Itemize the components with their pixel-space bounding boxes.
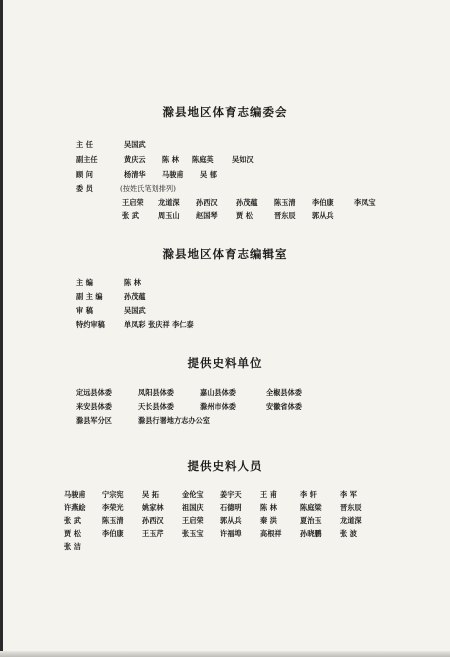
person-name: 姚家林 [142, 503, 164, 512]
member-note: (按姓氏笔划排列) [120, 184, 176, 193]
people-row [64, 542, 394, 552]
unit-name: 定远县体委 [76, 388, 112, 397]
vice-director-label: 副主任 [76, 155, 98, 164]
people-row [64, 503, 394, 513]
unit-name: 来安县体委 [76, 402, 112, 411]
editorial-role-label: 副 主 编 [76, 292, 103, 301]
people-row [64, 529, 394, 539]
member-name: 孙西汉 [196, 198, 218, 207]
vice-director-name: 陈庭英 [192, 155, 214, 164]
person-name: 李伯康 [102, 529, 124, 538]
person-name: 祖国庆 [182, 503, 204, 512]
advisor-name: 杨清华 [124, 170, 146, 179]
person-name: 张 武 [64, 516, 81, 525]
vice-director-row [76, 155, 376, 165]
editorial-title: 滁县地区体育志编辑室 [162, 247, 288, 261]
member-name: 龙道深 [158, 198, 180, 207]
member-label: 委 员 [76, 184, 93, 193]
person-name: 姜宇天 [220, 490, 242, 499]
member-name: 陈玉清 [274, 198, 296, 207]
person-name: 陈玉清 [102, 516, 124, 525]
unit-name: 嘉山县体委 [200, 388, 236, 397]
person-name: 王启荣 [182, 516, 204, 525]
person-name: 许福埠 [220, 529, 242, 538]
advisor-label: 顾 问 [76, 170, 93, 179]
editorial-row [76, 292, 376, 302]
editorial-row [76, 320, 376, 330]
member-names-row-2 [122, 211, 412, 221]
director-label: 主 任 [76, 140, 93, 149]
unit-name: 全椒县体委 [266, 388, 302, 397]
advisor-row [76, 170, 376, 180]
unit-name: 滁县军分区 [76, 416, 112, 425]
unit-name: 安徽省体委 [266, 402, 302, 411]
unit-name: 天长县体委 [138, 402, 174, 411]
unit-name: 滁县行署地方志办公室 [138, 416, 210, 425]
unit-name: 滁州市体委 [200, 402, 236, 411]
member-name: 李凤宝 [354, 198, 376, 207]
member-name: 赵国琴 [196, 211, 218, 220]
person-name: 晋东辰 [340, 503, 362, 512]
vice-director-name: 黄庆云 [124, 155, 146, 164]
editorial-person: 孙茂蕴 [124, 292, 146, 301]
member-name: 周玉山 [158, 211, 180, 220]
person-name: 孙晓鹏 [300, 529, 322, 538]
people-row [64, 490, 394, 500]
person-name: 宁宗宪 [102, 490, 124, 499]
member-name: 贾 松 [236, 211, 253, 220]
vice-director-name: 吴如汉 [232, 155, 254, 164]
person-name: 金伦宝 [182, 490, 204, 499]
director-name: 吴国武 [124, 140, 146, 149]
person-name: 夏治玉 [300, 516, 322, 525]
member-name: 孙茂蕴 [236, 198, 258, 207]
editorial-row [76, 306, 376, 316]
person-name: 陈庭梁 [300, 503, 322, 512]
units-row [76, 402, 376, 412]
editorial-role-label: 主 编 [76, 278, 93, 287]
member-name: 郭从兵 [312, 211, 334, 220]
advisor-name: 马骏甫 [162, 170, 184, 179]
editorial-person: 吴国武 [124, 306, 146, 315]
person-name: 秦 洪 [260, 516, 277, 525]
person-name: 陈 林 [260, 503, 277, 512]
member-name: 王启荣 [122, 198, 144, 207]
person-name: 李 军 [340, 490, 357, 499]
director-row [76, 140, 376, 150]
person-name: 高根祥 [260, 529, 282, 538]
people-row [64, 516, 394, 526]
member-row [76, 184, 376, 194]
person-name: 孙西汉 [142, 516, 164, 525]
units-row [76, 388, 376, 398]
person-name: 许燕絵 [64, 503, 86, 512]
person-name: 贾 松 [64, 529, 81, 538]
member-name: 李伯康 [312, 198, 334, 207]
person-name: 李 轩 [300, 490, 317, 499]
member-names-row-1 [122, 198, 412, 208]
people-title: 提供史料人员 [187, 459, 263, 473]
person-name: 张 洁 [64, 542, 81, 551]
person-name: 张玉宝 [182, 529, 204, 538]
person-name: 王 甫 [260, 490, 277, 499]
person-name: 吴 拓 [142, 490, 159, 499]
editorial-role-label: 审 稿 [76, 306, 93, 315]
scan-edge-left [0, 0, 3, 657]
scan-edge-bottom [0, 651, 450, 657]
person-name: 李荣光 [102, 503, 124, 512]
units-row [76, 416, 376, 426]
editorial-role-label: 特约审稿 [76, 320, 105, 329]
vice-director-name: 陈 林 [162, 155, 179, 164]
editorial-person: 单凤彩 张庆祥 李仁泰 [124, 320, 194, 329]
person-name: 王玉芹 [142, 529, 164, 538]
advisor-name: 吴 郁 [200, 170, 217, 179]
person-name: 张 波 [340, 529, 357, 538]
committee-title: 滁县地区体育志编委会 [162, 105, 288, 119]
member-name: 晋东辰 [274, 211, 296, 220]
units-title: 提供史料单位 [187, 356, 263, 370]
person-name: 龙道深 [340, 516, 362, 525]
unit-name: 凤阳县体委 [138, 388, 174, 397]
member-name: 张 武 [122, 211, 139, 220]
person-name: 郭从兵 [220, 516, 242, 525]
person-name: 马骏甫 [64, 490, 86, 499]
person-name: 石德明 [220, 503, 242, 512]
editorial-person: 陈 林 [124, 278, 141, 287]
editorial-row [76, 278, 376, 288]
